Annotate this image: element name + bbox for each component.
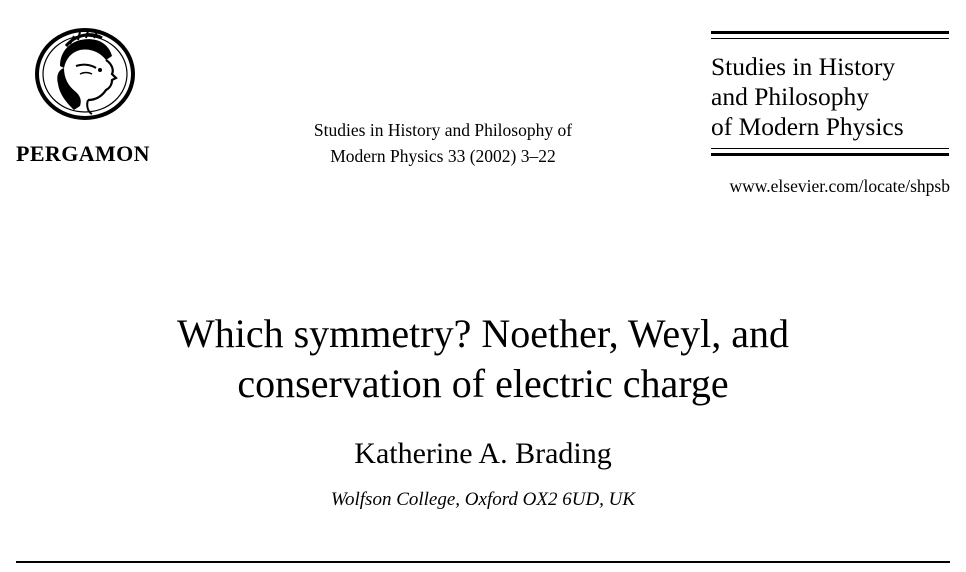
article-title-line2: conservation of electric charge — [237, 361, 729, 406]
publisher-name: PERGAMON — [16, 141, 150, 166]
journal-url: www.elsevier.com/locate/shpsb — [729, 176, 950, 196]
journal-name-line3: of Modern Physics — [711, 112, 904, 141]
journal-reference-line2: Modern Physics 33 (2002) 3–22 — [330, 146, 556, 166]
journal-title-box — [711, 52, 961, 142]
journal-reference-line1: Studies in History and Philosophy of — [313, 120, 573, 140]
journal-name-line1: Studies in History — [711, 52, 896, 81]
article-title — [0, 309, 966, 409]
bottom-rule-thin — [711, 148, 949, 149]
journal-name-line2: and Philosophy — [711, 82, 869, 111]
article-author: Katherine A. Brading — [354, 437, 612, 470]
pergamon-logo — [30, 26, 140, 122]
page-divider — [16, 561, 950, 563]
athena-head-icon — [30, 26, 140, 122]
top-rule-thin — [711, 38, 949, 39]
journal-reference — [240, 117, 646, 169]
author-affiliation: Wolfson College, Oxford OX2 6UD, UK — [330, 489, 636, 510]
top-rule-thick — [711, 31, 949, 34]
article-title-line1: Which symmetry? Noether, Weyl, and — [176, 311, 790, 356]
bottom-rule-thick — [711, 153, 949, 156]
